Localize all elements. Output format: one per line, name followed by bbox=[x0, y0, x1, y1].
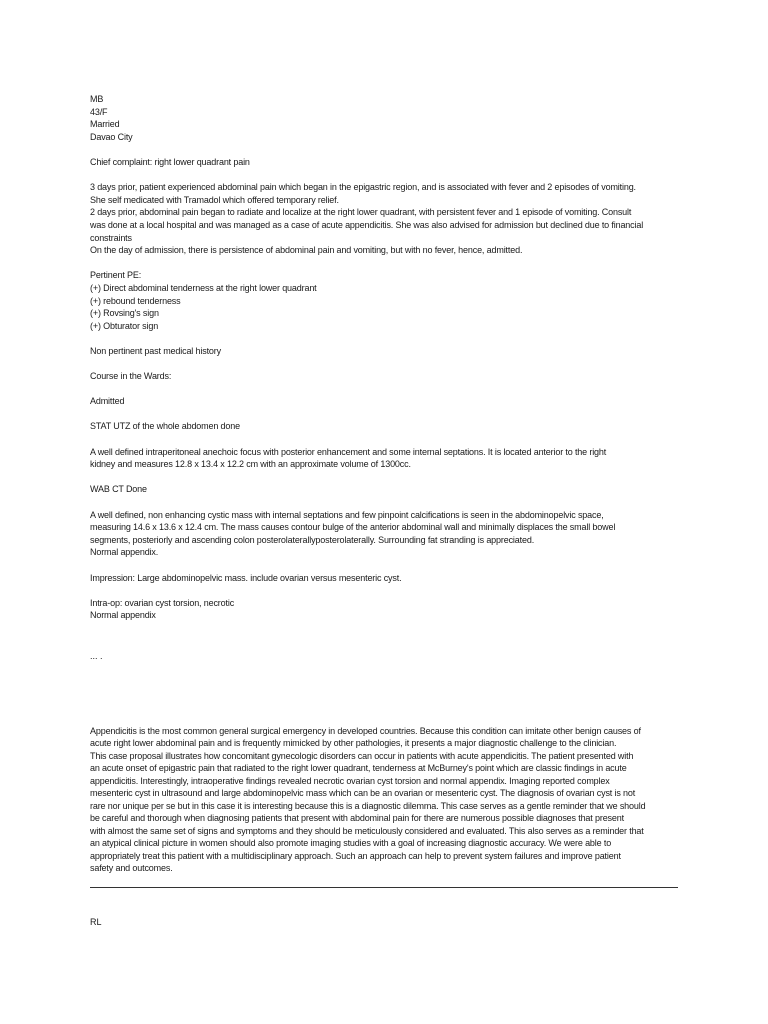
pertinent-pe-heading: Pertinent PE: bbox=[90, 270, 142, 281]
admitted-note: Admitted bbox=[90, 396, 125, 407]
discussion-line: Appendicitis is the most common general surgical emergency in developed countries. Because this condition can imitate other benign causes of bbox=[90, 726, 641, 736]
utz-line: kidney and measures 12.8 x 13.4 x 12.2 cm with an approximate volume of 1300cc. bbox=[90, 459, 411, 470]
discussion-line: an acute onset of epigastric pain that radiated to the right lower quadrant, tenderness at McBurney's point which are classic findings in acute bbox=[90, 763, 627, 774]
ct-line: A well defined, non enhancing cystic mass with internal septations and few pinpoint calcifications is seen in the abdominopelvic space, bbox=[90, 509, 604, 520]
discussion-line: acute right lower abdominal pain and is frequently mimicked by other pathologies, it presents a major diagnostic challenge to the clinician. bbox=[90, 738, 617, 749]
history-line: 2 days prior, abdominal pain began to radiate and localize at the right lower quadrant, with persistent fever and 1 episode of vomiting. Consult bbox=[90, 207, 632, 218]
history-line: On the day of admission, there is persistence of abdominal pain and vomiting, but with no fever, hence, admitted. bbox=[90, 245, 523, 256]
history-line: She self medicated with Tramadol which offered temporary relief. bbox=[90, 194, 339, 205]
past-medical-history: Non pertinent past medical history bbox=[90, 345, 221, 356]
course-heading: Course in the Wards: bbox=[90, 371, 172, 382]
case-report bbox=[90, 93, 678, 622]
patient-initials: MB bbox=[90, 94, 104, 104]
discussion-line: rare nor unique per se but in this case it is interesting because this is a diagnostic dilemma. This case serves as a gentle reminder that we should bbox=[90, 800, 646, 811]
patient-civil-status: Married bbox=[90, 119, 120, 130]
utz-line: A well defined intraperitoneal anechoic focus with posterior enhancement and some internal septations. It is located anterior to the right bbox=[90, 446, 607, 457]
ct-heading: WAB CT Done bbox=[90, 484, 147, 495]
history-line: was done at a local hospital and was managed as a case of acute appendicitis. She was also advised for admission but declined due to financial bbox=[90, 219, 644, 230]
history-of-present-illness bbox=[90, 181, 678, 257]
utz-findings bbox=[90, 446, 678, 471]
impression: Impression: Large abdominopelvic mass. include ovarian versus mesenteric cyst. bbox=[90, 572, 402, 583]
ct-line: measuring 14.6 x 13.6 x 12.4 cm. The mass causes contour bulge of the anterior abdominal wall and minimally displaces the small bowel bbox=[90, 522, 616, 533]
discussion-line: safety and outcomes. bbox=[90, 862, 173, 873]
discussion-line: This case proposal illustrates how concomitant gynecologic disorders can occur in patients with acute appendicitis. The patient presented with bbox=[90, 750, 634, 761]
horizontal-divider bbox=[90, 887, 678, 888]
section-ellipsis: ... . bbox=[90, 651, 103, 661]
author-initials: RL bbox=[90, 917, 102, 927]
pertinent-pe bbox=[90, 269, 678, 332]
utz-heading: STAT UTZ of the whole abdomen done bbox=[90, 421, 240, 432]
intraop-findings bbox=[90, 597, 678, 622]
discussion-line: mesenteric cyst in ultrasound and large abdominopelvic mass which can be an ovarian or mesenteric cyst. The diagnosis of ovarian cyst is not bbox=[90, 788, 636, 799]
pe-finding: (+) rebound tenderness bbox=[90, 295, 181, 306]
discussion-line: an atypical clinical picture in women should also promote imaging studies with a goal of increasing diagnostic accuracy. We were able to bbox=[90, 838, 612, 849]
intraop-line: Normal appendix bbox=[90, 610, 156, 621]
patient-age-sex: 43/F bbox=[90, 106, 108, 117]
history-line: 3 days prior, patient experienced abdominal pain which began in the epigastric region, and is associated with fever and 2 episodes of vomiting. bbox=[90, 182, 636, 193]
discussion-line: with almost the same set of signs and symptoms and they should be meticulously considered and evaluated. This also serves as a reminder that bbox=[90, 825, 644, 836]
patient-location: Davao City bbox=[90, 131, 133, 142]
discussion-line: appendicitis. Interestingly, intraoperative findings revealed necrotic ovarian cyst torsion and normal appendix. Imaging reported complex bbox=[90, 775, 610, 786]
discussion-line: be careful and thorough when diagnosing patients that present with abdominal pain for there are numerous possible diagnoses that present bbox=[90, 813, 624, 824]
intraop-line: Intra-op: ovarian cyst torsion, necrotic bbox=[90, 597, 235, 608]
pe-finding: (+) Rovsing's sign bbox=[90, 308, 159, 319]
pe-finding: (+) Direct abdominal tenderness at the right lower quadrant bbox=[90, 282, 317, 293]
discussion-line: appropriately treat this patient with a multidisciplinary approach. Such an approach can help to prevent system failures and improve patient bbox=[90, 850, 621, 861]
ct-line: segments, posteriorly and ascending colon posterolaterallyposterolaterally. Surrounding fat stranding is appreciated. bbox=[90, 534, 535, 545]
pe-finding: (+) Obturator sign bbox=[90, 320, 159, 331]
ct-line: Normal appendix. bbox=[90, 547, 159, 558]
history-line: constraints bbox=[90, 232, 132, 243]
ct-findings bbox=[90, 509, 678, 559]
discussion-paragraph bbox=[90, 725, 680, 874]
chief-complaint: Chief complaint: right lower quadrant pain bbox=[90, 156, 250, 167]
